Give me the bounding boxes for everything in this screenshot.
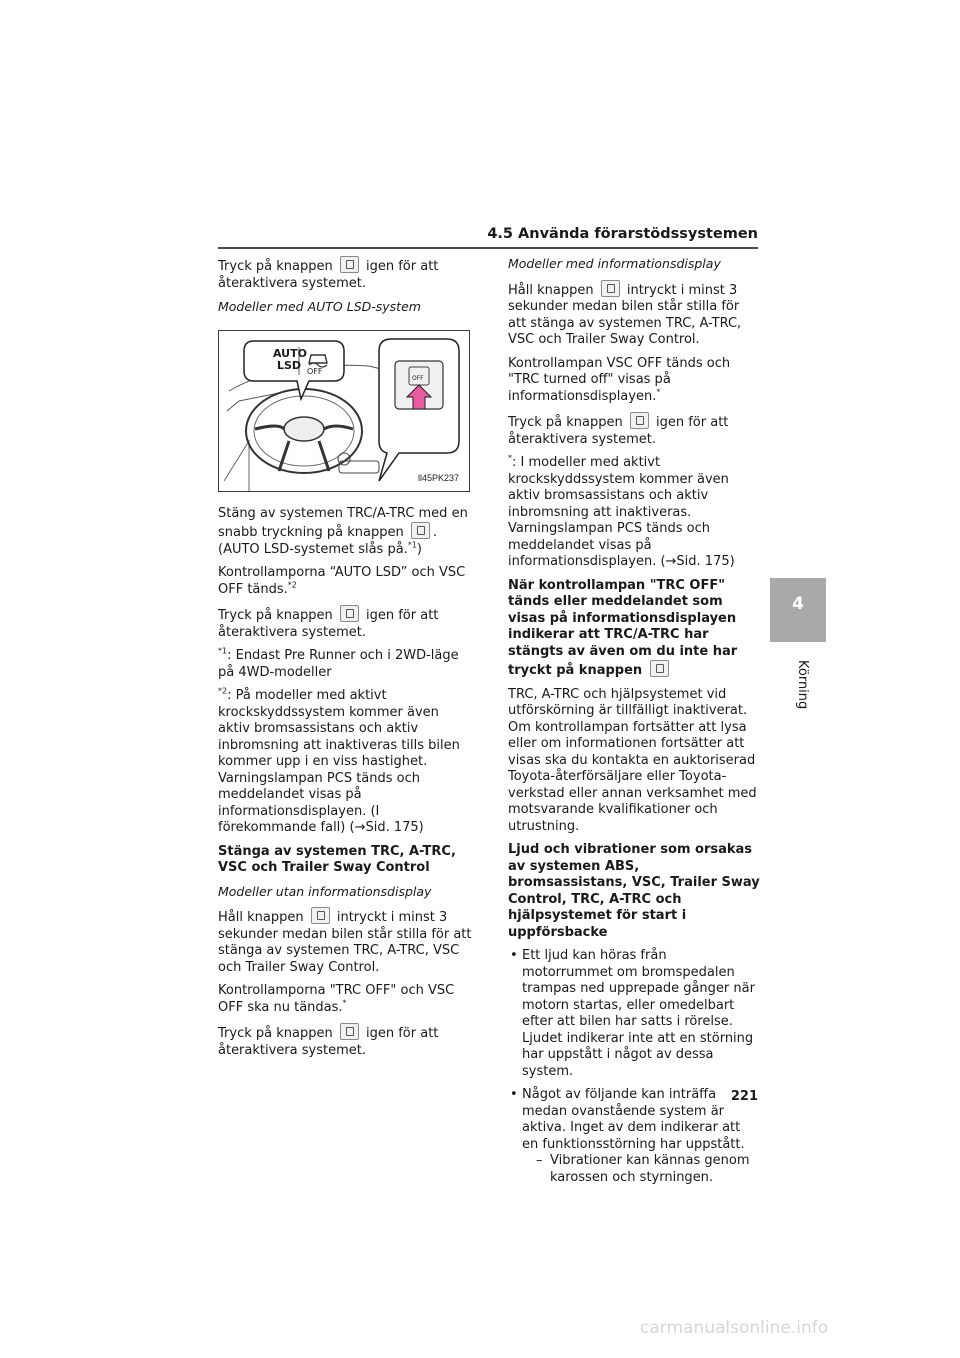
footnote: *: I modeller med aktivt krockskyddssystem kommer även aktiv bromsassistans och aktiv inbromsning att inaktiveras. Varningslampan PCS tänds och meddelandet visas på informationsdisplayen. (→Sid. 175) [508,453,735,569]
no-display-heading: Modeller utan informationsdisplay [218,883,432,899]
paragraph: TRC, A-TRC och hjälpsystemet vid utförskörning är tillfälligt inaktiverat. Om kontrollampan fortsätter att lysa eller om informationen fortsätter att visas ska du kontakta en auktoriserad Toyota-återförsäljare eller Toyota-verkstad eller annan verksamhet med motsvarande kvalifikationer och utrustning. [508,686,757,834]
with-display-heading: Modeller med informationsdisplay [508,256,721,271]
callout-auto-label: AUTO [273,346,307,360]
dashboard-figure [218,330,470,492]
dash-list [522,1153,760,1186]
vsc-off-button-icon [340,605,359,622]
chapter-number: 4 [792,594,804,614]
auto-lsd-button-icon [411,522,430,539]
vsc-off-button-icon [311,907,330,924]
footnote: $^{*1}$: Endast Pre Runner och i 2WD-läge på 4WD-modeller [218,646,459,680]
trc-off-lamp-heading: När kontrollampan "TRC OFF" tänds eller meddelandet som visas på informationsdisplayen indikerar att TRC/A-TRC har stängts av även om du inte har tryckt på knappen [508,577,738,678]
paragraph: Tryck på knappen igen för att återaktivera systemet. [218,1023,474,1059]
page-number: 221 [730,1089,758,1104]
list-item: • Ett ljud kan höras från motorrummet om bromspedalen trampas ned upprepade gånger när motorn startas, eller omedelbart efter att bilen har satts i rörelse. Ljudet indikerar inte att en störning har uppstått i något av dessa system. [508,948,760,1080]
paragraph: Tryck på knappen igen för att återaktivera systemet. [218,605,474,641]
list-item: – Vibrationer kan kännas genom karossen och styrningen. [536,1153,760,1186]
right-column [508,256,760,1193]
left-column [218,256,474,1066]
list-item: • Något av följande kan inträffa medan ovanstående system är aktiva. Inget av dem indikerar att en funktionsstörning har uppstått. – Vibrationer kan kännas genom karossen och styrningen. [508,1087,760,1186]
figure-code: ll45PK237 [417,473,459,483]
paragraph: Kontrollamporna “AUTO LSD” och VSC OFF tänds.$^{*2}$ [218,565,466,597]
chapter-label: Körning [795,660,810,710]
vsc-off-button-icon [340,1023,359,1040]
bullet-list [508,948,760,1186]
paragraph: Tryck på knappen igen för att återaktivera systemet. [508,412,760,448]
steering-wheel-illustration [219,331,469,491]
vsc-off-button-icon [650,660,669,677]
vsc-off-button-icon [601,280,620,297]
trc-heading: Stänga av systemen TRC, A-TRC, VSC och Trailer Sway Control [218,843,456,875]
footnote: $^{*2}$: På modeller med aktivt krockskyddssystem kommer även aktiv bromsassistans och aktiv inbromsning att inaktiveras tills bilen kommer upp i en viss hastighet. Varningslampan PCS tänds och meddelandet visas på informationsdisplayen. (I förekommande fall) (→Sid. 175) [218,686,460,835]
watermark: carmanualsonline.info [640,1318,829,1338]
callout-lsd-label: LSD [277,358,302,372]
paragraph: Kontrollampan VSC OFF tänds och "TRC turned off" visas på informationsdisplayen.* [508,355,731,404]
vsc-off-button-icon [630,412,649,429]
sound-vibration-heading: Ljud och vibrationer som orsakas av systemen ABS, bromsassistans, VSC, Trailer Sway Control, TRC, A-TRC och hjälpsystemet för start i uppförsbacke [508,842,760,940]
callout-off-label: OFF [307,366,323,376]
header-rule [218,247,758,249]
paragraph: Tryck på knappen igen för att återaktivera systemet. [218,256,474,292]
auto-lsd-heading: Modeller med AUTO LSD-system [218,299,421,314]
paragraph: Kontrollamporna "TRC OFF" och VSC OFF ska nu tändas.* [218,983,455,1015]
paragraph: Stäng av systemen TRC/A-TRC med en snabb tryckning på knappen . (AUTO LSD-systemet slås på.$^{*1}$) [218,505,468,557]
section-header: 4.5 Använda förarstödssystemen [487,226,758,242]
button-off-label: OFF [412,374,424,382]
paragraph: Håll knappen intryckt i minst 3 sekunder medan bilen står stilla för att stänga av systemen TRC, A-TRC, VSC och Trailer Sway Control. [218,907,474,976]
paragraph: Håll knappen intryckt i minst 3 sekunder medan bilen står stilla för att stänga av systemen TRC, A-TRC, VSC och Trailer Sway Control. [508,280,760,349]
vsc-off-button-icon [340,256,359,273]
